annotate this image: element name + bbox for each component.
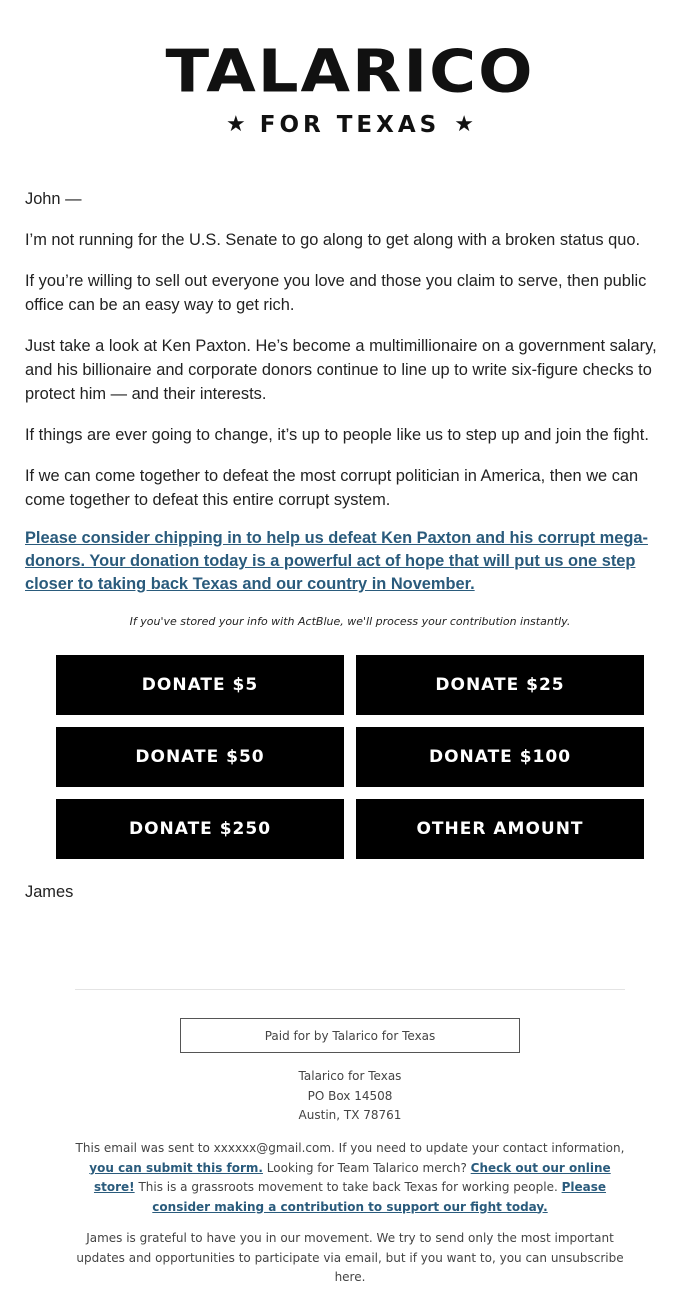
sent-to-text: This email was sent to xxxxxx@gmail.com. If you need to update your contact information,: [75, 1141, 625, 1155]
body-paragraph: If things are ever going to change, it’s up to people like us to step up and join the fight.: [25, 426, 649, 444]
donate-25-button[interactable]: DONATE $25: [356, 655, 644, 715]
contribute-link[interactable]: Please consider making a contribution to support our fight today.: [152, 1180, 607, 1214]
body-paragraph: If we can come together to defeat the most corrupt politician in America, then we can come together to defeat this entire corrupt system.: [25, 467, 639, 509]
footer-info: [70, 1139, 630, 1217]
actblue-note: If you've stored your info with ActBlue, we'll process your contribution instantly.: [129, 615, 571, 628]
donate-100-button[interactable]: DONATE $100: [356, 727, 644, 787]
logo-tagline-text: FOR TEXAS: [259, 112, 441, 138]
address-line: Talarico for Texas: [298, 1069, 402, 1083]
donate-cta-link[interactable]: Please consider chipping in to help us defeat Ken Paxton and his corrupt mega-donors. Your donation today is a powerful act of hope that will put us one step closer to taking back Texas and our country in November.: [25, 529, 648, 593]
grassroots-text: This is a grassroots movement to take back Texas for working people.: [134, 1180, 562, 1194]
mailing-address: [0, 1067, 700, 1126]
star-icon: ★: [454, 112, 474, 137]
signoff: James: [25, 883, 74, 901]
update-info-link[interactable]: you can submit this form.: [89, 1160, 263, 1175]
unsubscribe-text: James is grateful to have you in our movement. We try to send only the most important updates and opportunities to participate via email, but if you want to, you can unsubscribe here.: [76, 1231, 624, 1284]
donate-other-amount-button[interactable]: OTHER AMOUNT: [356, 799, 644, 859]
address-line: Austin, TX 78761: [298, 1108, 402, 1122]
body-paragraph: I’m not running for the U.S. Senate to go along to get along with a broken status quo.: [25, 231, 641, 249]
donate-250-button[interactable]: DONATE $250: [56, 799, 344, 859]
logo-tagline: [0, 112, 700, 138]
email-body: [25, 187, 680, 529]
donate-buttons: [56, 655, 644, 859]
body-paragraph: Just take a look at Ken Paxton. He’s become a multimillionaire on a government salary, and his billionaire and corporate donors continue to line up to write six-figure checks to protect him — and their interests.: [25, 337, 657, 403]
body-paragraph: If you’re willing to sell out everyone you love and those you claim to serve, then public office can be an easy way to get rich.: [25, 272, 647, 314]
address-line: PO Box 14508: [307, 1088, 393, 1103]
talarico-logo: [0, 37, 700, 138]
star-icon: ★: [226, 112, 246, 137]
merch-text: Looking for Team Talarico merch?: [262, 1160, 471, 1175]
donate-5-button[interactable]: DONATE $5: [56, 655, 344, 715]
logo-wordmark: TALARICO: [165, 37, 535, 107]
donate-50-button[interactable]: DONATE $50: [56, 727, 344, 787]
online-store-link[interactable]: Check out our online store!: [93, 1160, 611, 1194]
paid-for-disclaimer: Paid for by Talarico for Texas: [180, 1018, 520, 1053]
footer-divider: [75, 989, 625, 990]
greeting: John —: [25, 190, 82, 208]
